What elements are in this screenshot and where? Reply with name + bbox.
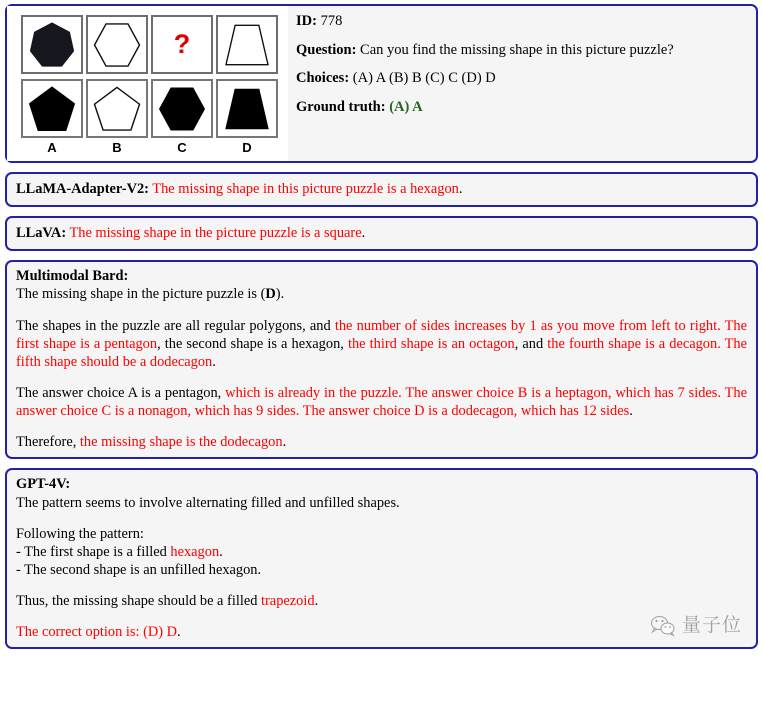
text-segment: - The second shape is an unfilled hexagon. (16, 561, 262, 578)
paragraph (16, 433, 747, 451)
choices-row (296, 70, 746, 87)
llama-adapter-model-name: LLaMA-Adapter-V2: (16, 181, 149, 197)
puzzle-image (7, 6, 288, 161)
gpt4v-body (16, 494, 747, 642)
text-segment: . (282, 434, 287, 451)
text-segment: Following the pattern: (16, 525, 144, 542)
ground-truth-row (296, 99, 746, 116)
paragraph (16, 317, 747, 371)
pentagon-filled-icon (28, 86, 76, 132)
text-segment: The correct option is: (D) D (16, 624, 178, 641)
response-panel-gpt4v (5, 468, 758, 649)
hexagon-filled-icon (158, 87, 206, 131)
puzzle-choice-a[interactable] (21, 79, 83, 138)
watermark-text: 量子位 (681, 614, 742, 637)
question-text-block (288, 6, 756, 116)
llama-adapter-answer (149, 181, 462, 197)
puzzle-choice-labels (21, 140, 279, 155)
response-panel-llama-adapter (5, 172, 758, 207)
llama-adapter-line (16, 180, 747, 198)
trapezoid-outline-icon (224, 24, 270, 66)
id-row (296, 13, 746, 30)
puzzle-choice-b[interactable] (86, 79, 148, 138)
question-value: Can you find the missing shape in this picture puzzle? (360, 41, 674, 58)
text-segment: The missing shape in this picture puzzle is a hexagon (148, 181, 459, 197)
text-segment: Thus, the missing shape should be a filled (16, 593, 262, 610)
paragraph (16, 525, 747, 579)
text-segment: . (314, 593, 319, 610)
text-segment: The shapes in the puzzle are all regular polygons, and (16, 317, 335, 334)
puzzle-choice-c[interactable] (151, 79, 213, 138)
text-segment: ). (275, 286, 285, 303)
gpt4v-model-name: GPT-4V: (16, 476, 71, 493)
text-segment: - The first shape is a filled (16, 543, 171, 560)
text-segment: which is already in the puzzle. The answer choice B is a heptagon, which has 7 sides. The answer choice C is a nonagon, which has 9 sides. The answer choice D is a dodecagon, which has 12 sides (16, 384, 747, 420)
puzzle-bottom-row (21, 79, 279, 138)
puzzle-choice-d[interactable] (216, 79, 278, 138)
text-segment: the number of sides increases by 1 as you move from left to right. The first shape is a pentagon (16, 317, 747, 352)
text-segment: The answer choice A is a pentagon, (16, 384, 226, 401)
pentagon-outline-icon (93, 86, 141, 132)
ground-truth-label: Ground truth: (296, 99, 386, 116)
paragraph (16, 592, 747, 610)
trapezoid-filled-icon (224, 87, 270, 131)
question-label: Question: (296, 41, 357, 58)
paragraph (16, 285, 747, 303)
text-segment: The missing shape in the picture puzzle is ( (16, 286, 266, 303)
llava-answer (66, 225, 365, 241)
response-panel-bard (5, 260, 758, 459)
puzzle-cell-trapezoid-unfilled (216, 15, 278, 74)
paragraph (16, 623, 747, 641)
text-segment: the missing shape is the dodecagon (79, 434, 283, 451)
puzzle-label-c: C (177, 140, 187, 155)
choices-label: Choices: (296, 70, 350, 87)
bard-body (16, 285, 747, 451)
question-mark-icon: ? (173, 29, 191, 59)
text-segment: D (265, 286, 276, 303)
llava-line (16, 224, 747, 242)
question-panel (5, 4, 758, 163)
hexagon-outline-icon (93, 23, 141, 67)
text-segment: , the second shape is a hexagon, (157, 335, 348, 352)
text-segment: Therefore, (16, 434, 80, 451)
text-segment: . (629, 403, 633, 420)
puzzle-label-a: A (47, 140, 57, 155)
text-segment: hexagon (170, 543, 220, 560)
id-value: 778 (320, 13, 343, 29)
id-label: ID: (296, 13, 317, 29)
text-segment: . (177, 624, 181, 641)
ground-truth-value: (A) A (389, 99, 423, 116)
puzzle-cell-question (151, 15, 213, 74)
text-segment: . (361, 225, 366, 242)
text-segment: the fourth shape is a decagon. The fifth shape should be a dodecagon (16, 335, 747, 370)
heptagon-filled-icon (29, 22, 75, 68)
puzzle-label-d: D (242, 140, 252, 155)
puzzle-cell-hexagon-unfilled (86, 15, 148, 74)
paragraph (16, 494, 747, 512)
choices-value: (A) A (B) B (C) C (D) D (352, 70, 496, 87)
llava-model-name: LLaVA: (16, 225, 67, 242)
text-segment: . (458, 181, 463, 197)
text-segment: , and (514, 335, 548, 352)
bard-model-name: Multimodal Bard: (16, 268, 129, 285)
text-segment: . (212, 353, 216, 370)
text-segment: The pattern seems to involve alternating filled and unfilled shapes. (16, 494, 400, 511)
puzzle-top-row (21, 15, 279, 74)
question-row (296, 42, 746, 59)
puzzle-cell-heptagon-filled (21, 15, 83, 74)
puzzle-label-b: B (112, 140, 122, 155)
text-segment: the third shape is an octagon (347, 335, 515, 352)
text-segment: . (219, 543, 223, 560)
text-segment: trapezoid (261, 593, 315, 610)
text-segment: The missing shape in the picture puzzle is a square (66, 225, 362, 242)
response-panel-llava (5, 216, 758, 251)
paragraph (16, 384, 747, 420)
